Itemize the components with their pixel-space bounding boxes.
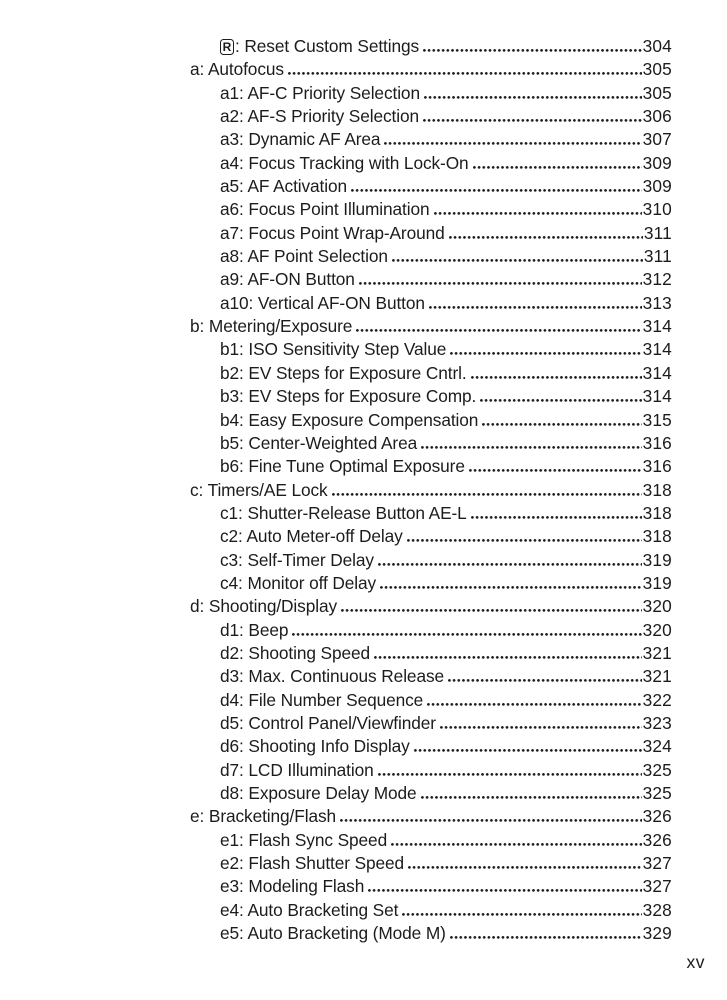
dot-leader bbox=[471, 516, 642, 519]
toc-entry[interactable] bbox=[190, 782, 672, 805]
toc-entry[interactable] bbox=[190, 642, 672, 665]
toc-entry-page: 311 bbox=[643, 246, 672, 267]
toc-entry[interactable] bbox=[190, 245, 672, 268]
toc-entry-page: 307 bbox=[642, 129, 672, 150]
toc-entry-title: c: Timers/AE Lock bbox=[190, 479, 328, 500]
toc-entry-title: c2: Auto Meter-off Delay bbox=[220, 526, 403, 547]
toc-entry-title: b3: EV Steps for Exposure Comp. bbox=[220, 386, 477, 407]
dot-leader bbox=[473, 166, 642, 169]
toc-entry[interactable] bbox=[190, 525, 672, 548]
toc-entry[interactable] bbox=[190, 105, 672, 128]
toc-entry[interactable] bbox=[190, 689, 672, 712]
page-number: xv bbox=[686, 952, 705, 972]
toc-entry-title: b4: Easy Exposure Compensation bbox=[220, 409, 479, 430]
dot-leader bbox=[292, 633, 641, 636]
toc-entry[interactable] bbox=[190, 292, 672, 315]
toc-entry-page: 325 bbox=[642, 759, 672, 780]
toc-entry[interactable] bbox=[190, 712, 672, 735]
toc-entry-page: 318 bbox=[642, 526, 672, 547]
dot-leader bbox=[482, 423, 641, 426]
toc-entry[interactable] bbox=[190, 82, 672, 105]
toc-entry-page: 319 bbox=[642, 572, 672, 593]
toc-entry[interactable] bbox=[190, 852, 672, 875]
dot-leader bbox=[378, 563, 642, 566]
toc-entry-title: e5: Auto Bracketing (Mode M) bbox=[220, 923, 446, 944]
toc-entry[interactable] bbox=[190, 735, 672, 758]
toc-entry-page: 316 bbox=[642, 432, 672, 453]
toc-entry-page: 304 bbox=[642, 36, 672, 56]
toc-entry-page: 318 bbox=[642, 502, 672, 523]
toc-entry-page: 306 bbox=[642, 106, 672, 127]
toc-entry[interactable] bbox=[190, 805, 672, 828]
toc-entry-page: 319 bbox=[642, 549, 672, 570]
toc-entry-page: 312 bbox=[642, 269, 672, 290]
toc-entry-title: d6: Shooting Info Display bbox=[220, 736, 410, 757]
toc-entry[interactable] bbox=[190, 502, 672, 525]
toc-entry[interactable] bbox=[190, 268, 672, 291]
dot-leader bbox=[359, 282, 642, 285]
toc-entry-page: 314 bbox=[642, 386, 672, 407]
toc-entry-page: 328 bbox=[642, 899, 672, 920]
toc-entry[interactable] bbox=[190, 922, 672, 945]
toc-entry-title: c4: Monitor off Delay bbox=[220, 572, 377, 593]
toc-entry[interactable] bbox=[190, 175, 672, 198]
dot-leader bbox=[340, 819, 642, 822]
toc-entry[interactable] bbox=[190, 385, 672, 408]
toc-entry[interactable] bbox=[190, 409, 672, 432]
toc-entry-title: e2: Flash Shutter Speed bbox=[220, 853, 405, 874]
toc-entry-page: 320 bbox=[642, 596, 672, 617]
toc-entry-title: a8: AF Point Selection bbox=[220, 246, 388, 267]
dot-leader bbox=[356, 329, 641, 332]
toc-entry-title: d2: Shooting Speed bbox=[220, 642, 371, 663]
dot-leader bbox=[450, 352, 641, 355]
toc-entry-title: e4: Auto Bracketing Set bbox=[220, 899, 399, 920]
toc-entry-page: 325 bbox=[642, 783, 672, 803]
toc-entry-title: c3: Self-Timer Delay bbox=[220, 549, 374, 570]
toc-entry-page: 320 bbox=[642, 619, 672, 640]
toc-entry-title: d8: Exposure Delay Mode bbox=[220, 783, 417, 803]
toc-entry[interactable] bbox=[190, 572, 672, 595]
toc-entry-title: a9: AF-ON Button bbox=[220, 269, 355, 290]
dot-leader bbox=[378, 773, 642, 776]
dot-leader bbox=[380, 586, 641, 589]
toc-entry-page: 321 bbox=[642, 666, 672, 687]
dot-leader bbox=[450, 936, 642, 939]
toc-entry-title: a4: Focus Tracking with Lock-On bbox=[220, 152, 469, 173]
toc-entry-page: 305 bbox=[642, 59, 672, 80]
dot-leader bbox=[423, 49, 642, 52]
dot-leader bbox=[374, 656, 642, 659]
toc-entry[interactable] bbox=[190, 35, 672, 58]
toc-entry[interactable] bbox=[190, 222, 672, 245]
toc-entry-page: 311 bbox=[643, 222, 672, 243]
toc-entry[interactable] bbox=[190, 595, 672, 618]
toc-entry-title: d4: File Number Sequence bbox=[220, 689, 424, 710]
dot-leader bbox=[384, 142, 641, 145]
toc-entry-page: 310 bbox=[642, 199, 672, 220]
toc-entry-page: 322 bbox=[642, 689, 672, 710]
toc-entry-title: e3: Modeling Flash bbox=[220, 876, 365, 897]
toc-entry-page: 326 bbox=[642, 806, 672, 827]
toc-entry-title: a1: AF-C Priority Selection bbox=[220, 82, 420, 103]
toc-entry-title: c1: Shutter-Release Button AE-L bbox=[220, 502, 467, 523]
dot-leader bbox=[391, 843, 641, 846]
toc-entry[interactable] bbox=[190, 549, 672, 572]
toc-entry-title: a: Autofocus bbox=[190, 59, 284, 80]
toc-entry-title: a2: AF-S Priority Selection bbox=[220, 106, 419, 127]
toc-list bbox=[190, 35, 672, 945]
dot-leader bbox=[407, 539, 642, 542]
toc-entry-title: a7: Focus Point Wrap-Around bbox=[220, 222, 445, 243]
dot-leader bbox=[471, 376, 642, 379]
toc-entry-title: a6: Focus Point Illumination bbox=[220, 199, 430, 220]
toc-entry-title: b6: Fine Tune Optimal Exposure bbox=[220, 456, 465, 477]
dot-leader bbox=[480, 399, 641, 402]
toc-entry-title: a10: Vertical AF-ON Button bbox=[220, 292, 425, 313]
toc-entry-title: b5: Center-Weighted Area bbox=[220, 432, 418, 453]
toc-entry-title: d3: Max. Continuous Release bbox=[220, 666, 445, 687]
toc-entry-page: 316 bbox=[642, 456, 672, 477]
dot-leader bbox=[392, 259, 643, 262]
dot-leader bbox=[440, 726, 642, 729]
toc-entry-page: 324 bbox=[642, 736, 672, 757]
reset-boxed-r-icon: R bbox=[220, 39, 234, 55]
toc-entry-title: e: Bracketing/Flash bbox=[190, 806, 337, 827]
toc-entry[interactable] bbox=[190, 479, 672, 502]
toc-entry[interactable] bbox=[190, 198, 672, 221]
toc-entry-title: d7: LCD Illumination bbox=[220, 759, 374, 780]
toc-entry[interactable] bbox=[190, 338, 672, 361]
toc-entry[interactable] bbox=[190, 875, 672, 898]
toc-entry-page: 326 bbox=[642, 829, 672, 850]
dot-leader bbox=[423, 119, 642, 122]
toc-entry-title: a3: Dynamic AF Area bbox=[220, 129, 381, 150]
dot-leader bbox=[414, 749, 642, 752]
toc-entry-title: d5: Control Panel/Viewfinder bbox=[220, 712, 436, 733]
toc-entry[interactable] bbox=[190, 432, 672, 455]
toc-entry-page: 329 bbox=[642, 923, 672, 944]
toc-entry-title: a5: AF Activation bbox=[220, 176, 348, 197]
toc-entry[interactable] bbox=[190, 128, 672, 151]
dot-leader bbox=[424, 96, 642, 99]
toc-entry[interactable] bbox=[190, 619, 672, 642]
toc-entry-page: 309 bbox=[642, 176, 672, 197]
dot-leader bbox=[427, 703, 641, 706]
dot-leader bbox=[341, 609, 642, 612]
toc-entry[interactable] bbox=[190, 899, 672, 922]
dot-leader bbox=[402, 913, 641, 916]
dot-leader bbox=[351, 189, 642, 192]
toc-entry[interactable] bbox=[190, 665, 672, 688]
toc-entry[interactable] bbox=[190, 315, 672, 338]
dot-leader bbox=[408, 866, 641, 869]
dot-leader bbox=[448, 679, 642, 682]
toc-entry-title: b1: ISO Sensitivity Step Value bbox=[220, 339, 447, 360]
toc-entry-page: 309 bbox=[642, 152, 672, 173]
toc-entry[interactable] bbox=[190, 58, 672, 81]
toc-entry-page: 323 bbox=[642, 712, 672, 733]
toc-entry-title: d1: Beep bbox=[220, 619, 289, 640]
toc-entry-page: 327 bbox=[642, 876, 672, 897]
toc-entry[interactable] bbox=[190, 152, 672, 175]
dot-leader bbox=[421, 446, 641, 449]
dot-leader bbox=[368, 889, 641, 892]
dot-leader bbox=[429, 306, 642, 309]
dot-leader bbox=[288, 72, 642, 75]
toc-entry-page: 314 bbox=[642, 339, 672, 360]
dot-leader bbox=[469, 469, 642, 472]
toc-entry-page: 313 bbox=[642, 292, 672, 313]
toc-entry[interactable] bbox=[190, 362, 672, 385]
toc-entry-page: 327 bbox=[642, 853, 672, 874]
toc-entry[interactable] bbox=[190, 759, 672, 782]
dot-leader bbox=[434, 212, 642, 215]
toc-entry-page: 314 bbox=[642, 316, 672, 337]
toc-entry-page: 321 bbox=[642, 642, 672, 663]
toc-entry-title: b2: EV Steps for Exposure Cntrl. bbox=[220, 362, 467, 383]
toc-entry-title: d: Shooting/Display bbox=[190, 596, 337, 617]
toc-entry[interactable] bbox=[190, 829, 672, 852]
toc-entry-page: 314 bbox=[642, 362, 672, 383]
dot-leader bbox=[449, 236, 643, 239]
dot-leader bbox=[421, 796, 642, 799]
toc-entry-title: b: Metering/Exposure bbox=[190, 316, 353, 337]
toc-entry-title: : Reset Custom Settings bbox=[235, 36, 420, 56]
toc-entry-page: 305 bbox=[642, 82, 672, 103]
toc-entry-page: 315 bbox=[642, 409, 672, 430]
toc-entry-page: 318 bbox=[642, 479, 672, 500]
dot-leader bbox=[332, 493, 642, 496]
toc-entry-title: e1: Flash Sync Speed bbox=[220, 829, 388, 850]
toc-entry[interactable] bbox=[190, 455, 672, 478]
